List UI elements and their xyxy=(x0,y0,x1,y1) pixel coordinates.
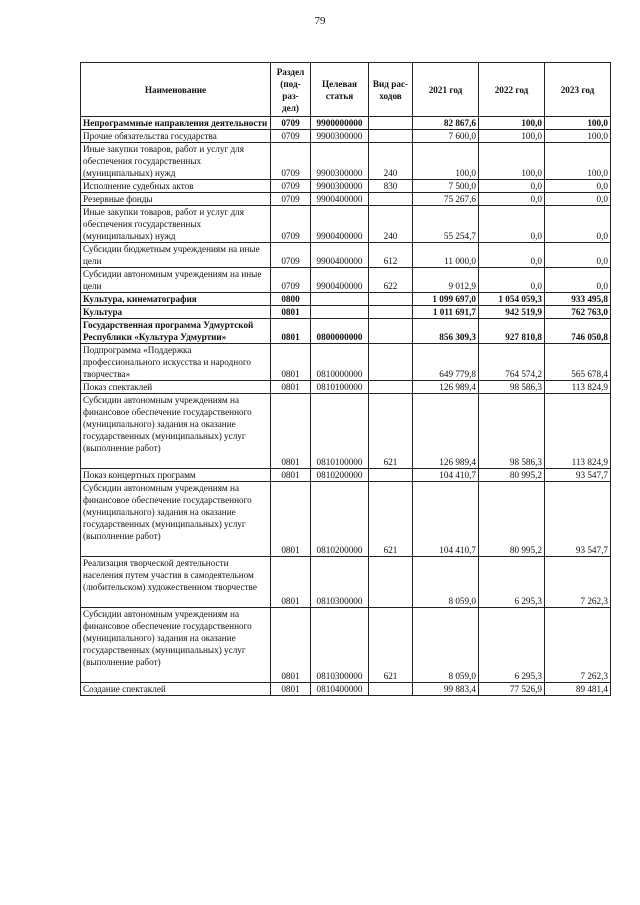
header-expense-type: Вид рас- ходов xyxy=(369,63,413,117)
cell-expense-type xyxy=(369,319,413,344)
cell-expense-type: 621 xyxy=(369,482,413,557)
cell-target: 0810100000 xyxy=(311,394,369,469)
table-row xyxy=(81,130,611,143)
cell-target: 9900400000 xyxy=(311,206,369,243)
cell-target xyxy=(311,306,369,319)
cell-expense-type xyxy=(369,683,413,696)
cell-target: 9900400000 xyxy=(311,268,369,293)
cell-section: 0801 xyxy=(271,381,311,394)
cell-2023: 7 262,3 xyxy=(545,608,611,683)
header-2021: 2021 год xyxy=(413,63,479,117)
cell-target xyxy=(311,293,369,306)
table-row xyxy=(81,394,611,469)
cell-2022: 764 574,2 xyxy=(479,344,545,381)
cell-expense-type xyxy=(369,381,413,394)
cell-expense-type xyxy=(369,469,413,482)
table-row xyxy=(81,180,611,193)
cell-2022: 77 526,9 xyxy=(479,683,545,696)
cell-2022: 942 519,9 xyxy=(479,306,545,319)
cell-name: Непрограммные направления деятельности xyxy=(81,117,271,130)
table-row xyxy=(81,206,611,243)
cell-2022: 6 295,3 xyxy=(479,608,545,683)
cell-expense-type xyxy=(369,130,413,143)
table-row xyxy=(81,482,611,557)
cell-target: 0810200000 xyxy=(311,469,369,482)
cell-2021: 99 883,4 xyxy=(413,683,479,696)
cell-2021: 1 099 697,0 xyxy=(413,293,479,306)
cell-target: 9900300000 xyxy=(311,143,369,180)
cell-2022: 0,0 xyxy=(479,193,545,206)
cell-section: 0709 xyxy=(271,130,311,143)
cell-expense-type: 621 xyxy=(369,394,413,469)
cell-target: 0810000000 xyxy=(311,344,369,381)
cell-2021: 856 309,3 xyxy=(413,319,479,344)
cell-target: 9900000000 xyxy=(311,117,369,130)
table-row xyxy=(81,608,611,683)
cell-expense-type: 621 xyxy=(369,608,413,683)
table-row xyxy=(81,557,611,608)
cell-section: 0709 xyxy=(271,143,311,180)
cell-section: 0709 xyxy=(271,206,311,243)
cell-2021: 126 989,4 xyxy=(413,394,479,469)
cell-2023: 93 547,7 xyxy=(545,482,611,557)
table-header-row xyxy=(81,63,611,117)
table-row xyxy=(81,243,611,268)
cell-expense-type: 240 xyxy=(369,143,413,180)
cell-name: Создание спектаклей xyxy=(81,683,271,696)
cell-name: Резервные фонды xyxy=(81,193,271,206)
table-row xyxy=(81,469,611,482)
cell-name: Государственная программа Удмуртской Республики «Культура Удмуртии» xyxy=(81,319,271,344)
header-section: Раздел (под- раз- дел) xyxy=(271,63,311,117)
cell-2023: 565 678,4 xyxy=(545,344,611,381)
cell-target: 9900300000 xyxy=(311,180,369,193)
cell-2023: 0,0 xyxy=(545,243,611,268)
cell-2022: 100,0 xyxy=(479,143,545,180)
cell-expense-type: 622 xyxy=(369,268,413,293)
cell-2022: 927 810,8 xyxy=(479,319,545,344)
cell-2021: 1 011 691,7 xyxy=(413,306,479,319)
cell-target: 0810100000 xyxy=(311,381,369,394)
cell-expense-type xyxy=(369,344,413,381)
cell-section: 0801 xyxy=(271,482,311,557)
cell-2023: 113 824,9 xyxy=(545,394,611,469)
cell-2023: 89 481,4 xyxy=(545,683,611,696)
cell-target: 9900300000 xyxy=(311,130,369,143)
cell-2021: 8 059,0 xyxy=(413,608,479,683)
table-row xyxy=(81,268,611,293)
table-row xyxy=(81,193,611,206)
table-row xyxy=(81,319,611,344)
cell-2023: 7 262,3 xyxy=(545,557,611,608)
cell-name: Субсидии автономным учреждениям на финансовое обеспечение государственного (муниципального) задания на оказание государственных (муниципальных) услуг (выполнение работ) xyxy=(81,482,271,557)
cell-name: Подпрограмма «Поддержка профессионального искусства и народного творчества» xyxy=(81,344,271,381)
cell-target: 0810300000 xyxy=(311,608,369,683)
cell-2021: 8 059,0 xyxy=(413,557,479,608)
cell-2023: 100,0 xyxy=(545,117,611,130)
cell-expense-type: 612 xyxy=(369,243,413,268)
cell-section: 0801 xyxy=(271,608,311,683)
cell-2021: 100,0 xyxy=(413,143,479,180)
cell-2021: 7 500,0 xyxy=(413,180,479,193)
cell-section: 0709 xyxy=(271,193,311,206)
cell-2021: 126 989,4 xyxy=(413,381,479,394)
cell-2022: 0,0 xyxy=(479,268,545,293)
cell-name: Субсидии бюджетным учреждениям на иные цели xyxy=(81,243,271,268)
cell-name: Субсидии автономным учреждениям на финансовое обеспечение государственного (муниципального) задания на оказание государственных (муниципальных) услуг (выполнение работ) xyxy=(81,394,271,469)
cell-2023: 0,0 xyxy=(545,180,611,193)
cell-section: 0709 xyxy=(271,243,311,268)
table-row xyxy=(81,293,611,306)
cell-expense-type xyxy=(369,117,413,130)
cell-2021: 11 000,0 xyxy=(413,243,479,268)
table-row xyxy=(81,117,611,130)
cell-expense-type xyxy=(369,306,413,319)
table-row xyxy=(81,683,611,696)
cell-2021: 104 410,7 xyxy=(413,482,479,557)
cell-target: 9900400000 xyxy=(311,243,369,268)
cell-2022: 98 586,3 xyxy=(479,394,545,469)
cell-2023: 113 824,9 xyxy=(545,381,611,394)
cell-name: Иные закупки товаров, работ и услуг для обеспечения государственных (муниципальных) нужд xyxy=(81,143,271,180)
page-number: 79 xyxy=(314,15,326,27)
cell-2023: 762 763,0 xyxy=(545,306,611,319)
cell-section: 0709 xyxy=(271,117,311,130)
table-row xyxy=(81,143,611,180)
cell-2022: 80 995,2 xyxy=(479,482,545,557)
cell-section: 0801 xyxy=(271,306,311,319)
cell-section: 0709 xyxy=(271,180,311,193)
cell-expense-type: 240 xyxy=(369,206,413,243)
cell-2023: 0,0 xyxy=(545,193,611,206)
cell-section: 0801 xyxy=(271,344,311,381)
cell-section: 0801 xyxy=(271,469,311,482)
cell-2022: 80 995,2 xyxy=(479,469,545,482)
cell-target: 0810400000 xyxy=(311,683,369,696)
cell-section: 0800 xyxy=(271,293,311,306)
cell-2021: 649 779,8 xyxy=(413,344,479,381)
cell-name: Исполнение судебных актов xyxy=(81,180,271,193)
table-row xyxy=(81,381,611,394)
cell-name: Культура, кинематография xyxy=(81,293,271,306)
cell-2021: 75 267,6 xyxy=(413,193,479,206)
cell-2022: 0,0 xyxy=(479,243,545,268)
cell-name: Реализация творческой деятельности населения путем участия в самодеятельном (любительском) художественном творчестве xyxy=(81,557,271,608)
cell-2022: 100,0 xyxy=(479,130,545,143)
cell-2023: 0,0 xyxy=(545,206,611,243)
cell-name: Показ спектаклей xyxy=(81,381,271,394)
cell-2023: 100,0 xyxy=(545,130,611,143)
cell-target: 9900400000 xyxy=(311,193,369,206)
cell-name: Прочие обязательства государства xyxy=(81,130,271,143)
table-row xyxy=(81,344,611,381)
header-2022: 2022 год xyxy=(479,63,545,117)
cell-section: 0801 xyxy=(271,394,311,469)
cell-2023: 100,0 xyxy=(545,143,611,180)
cell-expense-type xyxy=(369,293,413,306)
cell-name: Субсидии автономным учреждениям на иные цели xyxy=(81,268,271,293)
cell-2022: 1 054 059,3 xyxy=(479,293,545,306)
cell-expense-type: 830 xyxy=(369,180,413,193)
cell-target: 0810200000 xyxy=(311,482,369,557)
cell-name: Субсидии автономным учреждениям на финансовое обеспечение государственного (муниципального) задания на оказание государственных (муниципальных) услуг (выполнение работ) xyxy=(81,608,271,683)
cell-section: 0709 xyxy=(271,268,311,293)
cell-2023: 746 050,8 xyxy=(545,319,611,344)
header-name: Наименование xyxy=(81,63,271,117)
cell-target: 0810300000 xyxy=(311,557,369,608)
header-target: Целевая статья xyxy=(311,63,369,117)
table-body xyxy=(81,117,611,696)
cell-2021: 82 867,6 xyxy=(413,117,479,130)
cell-2022: 100,0 xyxy=(479,117,545,130)
cell-name: Культура xyxy=(81,306,271,319)
budget-table xyxy=(80,62,611,696)
cell-2022: 0,0 xyxy=(479,180,545,193)
cell-2023: 93 547,7 xyxy=(545,469,611,482)
cell-2021: 104 410,7 xyxy=(413,469,479,482)
cell-2023: 0,0 xyxy=(545,268,611,293)
cell-target: 0800000000 xyxy=(311,319,369,344)
cell-expense-type xyxy=(369,557,413,608)
cell-2021: 55 254,7 xyxy=(413,206,479,243)
cell-name: Иные закупки товаров, работ и услуг для обеспечения государственных (муниципальных) нужд xyxy=(81,206,271,243)
cell-2021: 7 600,0 xyxy=(413,130,479,143)
cell-expense-type xyxy=(369,193,413,206)
cell-section: 0801 xyxy=(271,557,311,608)
cell-2022: 0,0 xyxy=(479,206,545,243)
cell-name: Показ концертных программ xyxy=(81,469,271,482)
header-2023: 2023 год xyxy=(545,63,611,117)
cell-section: 0801 xyxy=(271,319,311,344)
cell-2022: 6 295,3 xyxy=(479,557,545,608)
cell-2022: 98 586,3 xyxy=(479,381,545,394)
cell-2021: 9 012,9 xyxy=(413,268,479,293)
table-row xyxy=(81,306,611,319)
cell-section: 0801 xyxy=(271,683,311,696)
cell-2023: 933 495,8 xyxy=(545,293,611,306)
